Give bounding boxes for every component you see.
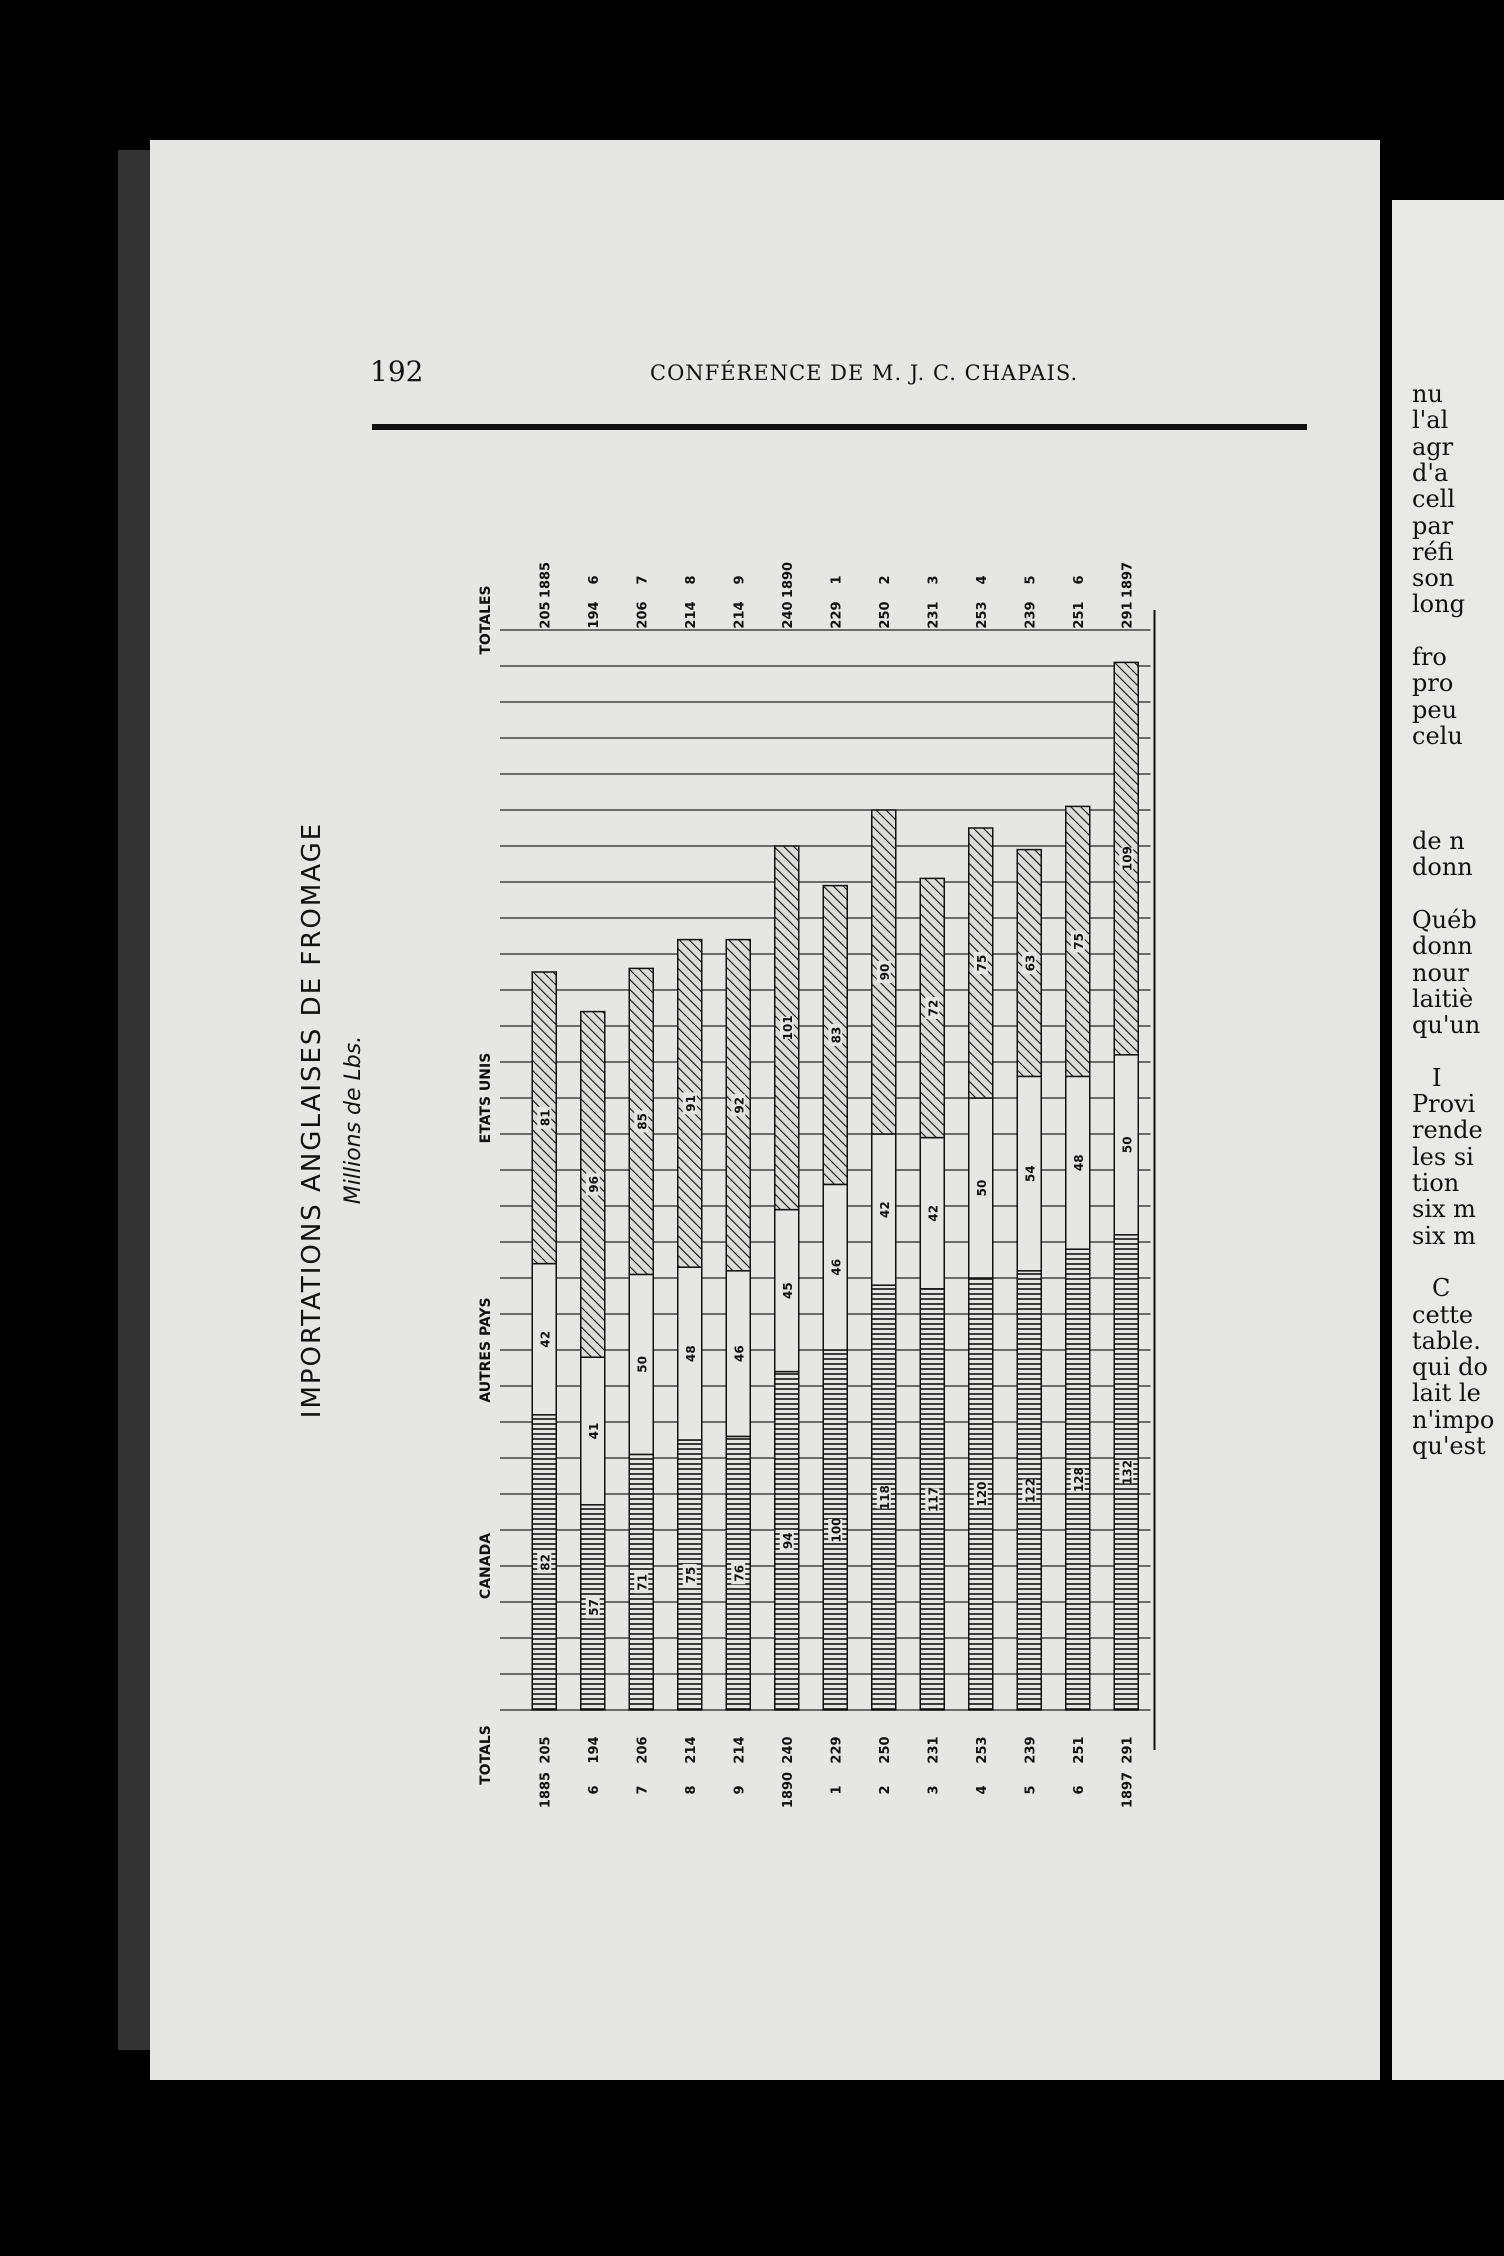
data-label: 109 bbox=[1120, 846, 1135, 872]
facing-page-line: six m bbox=[1412, 1221, 1476, 1250]
data-label: 101 bbox=[780, 1015, 795, 1041]
header-rule bbox=[372, 424, 1307, 430]
category-label: 1 bbox=[829, 575, 845, 585]
cheese-imports-chart bbox=[297, 470, 1310, 1930]
category-label: 4 bbox=[974, 575, 990, 585]
data-label: 117 bbox=[926, 1486, 941, 1512]
facing-page-line: qu'est bbox=[1412, 1432, 1486, 1460]
facing-page-line: table. bbox=[1412, 1326, 1481, 1355]
total-label: 214 bbox=[732, 601, 748, 629]
data-label: 96 bbox=[586, 1176, 601, 1193]
category-label: 9 bbox=[732, 1785, 748, 1795]
data-label: 72 bbox=[926, 999, 941, 1017]
facing-page-line: I bbox=[1432, 1063, 1442, 1092]
total-label: 253 bbox=[974, 601, 990, 629]
total-label: 250 bbox=[877, 1736, 893, 1764]
facing-page-line: réfi bbox=[1412, 537, 1454, 566]
facing-page-line: long bbox=[1412, 590, 1465, 619]
total-label: 229 bbox=[829, 601, 845, 629]
chart-title: IMPORTATIONS ANGLAISES DE FROMAGE bbox=[297, 821, 327, 1419]
data-label: 75 bbox=[1071, 933, 1086, 950]
data-label: 63 bbox=[1023, 954, 1038, 972]
total-label: 239 bbox=[1023, 601, 1039, 629]
data-label: 42 bbox=[926, 1204, 941, 1222]
category-label: 8 bbox=[683, 1785, 699, 1795]
total-label: 291 bbox=[1120, 601, 1136, 629]
column-header: TOTALES bbox=[478, 585, 494, 655]
data-label: 42 bbox=[538, 1330, 553, 1348]
facing-page-line: cette bbox=[1412, 1300, 1474, 1329]
data-label: 120 bbox=[974, 1481, 989, 1507]
facing-page-line: son bbox=[1412, 564, 1455, 593]
data-label: 132 bbox=[1120, 1459, 1135, 1485]
category-label: 3 bbox=[926, 1785, 942, 1795]
data-label: 91 bbox=[683, 1095, 698, 1112]
category-label: 1897 bbox=[1120, 561, 1136, 599]
data-label: 46 bbox=[829, 1258, 844, 1276]
facing-page-line: donn bbox=[1412, 932, 1473, 961]
total-label: 253 bbox=[974, 1736, 990, 1764]
total-label: 239 bbox=[1023, 1736, 1039, 1764]
facing-page-line: les si bbox=[1412, 1142, 1474, 1171]
data-label: 81 bbox=[538, 1109, 553, 1127]
category-label: 1885 bbox=[538, 1771, 554, 1809]
category-label: 9 bbox=[732, 575, 748, 585]
category-label: 6 bbox=[586, 1785, 602, 1795]
data-label: 50 bbox=[1120, 1136, 1135, 1154]
data-label: 54 bbox=[1023, 1165, 1038, 1182]
data-label: 71 bbox=[635, 1573, 650, 1591]
total-label: 214 bbox=[683, 1736, 699, 1764]
total-label: 240 bbox=[780, 601, 796, 629]
data-label: 122 bbox=[1023, 1477, 1038, 1503]
total-label: 240 bbox=[780, 1736, 796, 1764]
facing-page-line: qui do bbox=[1412, 1353, 1488, 1382]
category-label: 6 bbox=[1071, 1785, 1087, 1795]
category-label: 3 bbox=[926, 575, 942, 585]
facing-page-line: Provi bbox=[1412, 1090, 1476, 1119]
total-label: 205 bbox=[538, 601, 554, 629]
category-label: 7 bbox=[635, 1785, 651, 1795]
running-head: CONFÉRENCE DE M. J. C. CHAPAIS. bbox=[650, 361, 1079, 385]
facing-page-line: Québ bbox=[1412, 906, 1477, 934]
data-label: 45 bbox=[780, 1282, 795, 1299]
category-label: 5 bbox=[1023, 575, 1039, 585]
total-label: 251 bbox=[1071, 601, 1087, 629]
data-label: 42 bbox=[877, 1201, 892, 1218]
chart-area bbox=[297, 470, 1310, 1930]
data-label: 57 bbox=[586, 1599, 601, 1616]
data-label: 48 bbox=[683, 1345, 698, 1362]
data-label: 76 bbox=[732, 1564, 747, 1582]
category-label: 2 bbox=[877, 1785, 893, 1795]
total-label: 194 bbox=[586, 1736, 602, 1764]
category-label: 5 bbox=[1023, 1785, 1039, 1795]
category-label: 1897 bbox=[1120, 1771, 1136, 1809]
data-label: 75 bbox=[683, 1566, 698, 1584]
category-label: 1890 bbox=[780, 561, 796, 599]
data-label: 75 bbox=[974, 954, 989, 972]
facing-page-line: l'al bbox=[1412, 406, 1449, 435]
column-header: AUTRES PAYS bbox=[478, 1297, 494, 1403]
total-label: 214 bbox=[732, 1736, 748, 1764]
total-label: 231 bbox=[926, 601, 942, 629]
data-label: 85 bbox=[635, 1113, 650, 1130]
total-label: 231 bbox=[926, 1736, 942, 1764]
facing-page-line: rende bbox=[1412, 1116, 1483, 1145]
facing-page-line: nour bbox=[1412, 958, 1469, 987]
category-label: 2 bbox=[877, 575, 893, 585]
facing-page-line: fro bbox=[1412, 643, 1447, 671]
data-label: 82 bbox=[538, 1554, 553, 1571]
total-label: 206 bbox=[635, 1736, 651, 1764]
data-label: 92 bbox=[732, 1096, 747, 1114]
facing-page-line: lait le bbox=[1412, 1379, 1481, 1408]
data-label: 48 bbox=[1071, 1154, 1086, 1172]
column-header: CANADA bbox=[478, 1532, 494, 1600]
total-label: 250 bbox=[877, 601, 893, 629]
facing-page-line: qu'un bbox=[1412, 1011, 1481, 1040]
total-label: 205 bbox=[538, 1736, 554, 1764]
category-label: 6 bbox=[586, 575, 602, 585]
data-label: 46 bbox=[732, 1345, 747, 1362]
data-label: 41 bbox=[586, 1422, 601, 1440]
category-label: 1 bbox=[829, 1785, 845, 1795]
facing-page-line: de n bbox=[1412, 827, 1465, 856]
data-label: 94 bbox=[780, 1532, 795, 1550]
data-label: 118 bbox=[877, 1485, 892, 1511]
total-label: 229 bbox=[829, 1736, 845, 1764]
totals-label: TOTALS bbox=[478, 1725, 494, 1785]
total-label: 214 bbox=[683, 601, 699, 629]
category-label: 7 bbox=[635, 575, 651, 585]
page-number: 192 bbox=[370, 355, 424, 388]
data-label: 90 bbox=[877, 963, 892, 981]
facing-page-line: cell bbox=[1412, 485, 1455, 514]
total-label: 206 bbox=[635, 601, 651, 629]
data-label: 50 bbox=[974, 1179, 989, 1197]
facing-page-line: donn bbox=[1412, 853, 1473, 882]
facing-page-line: agr bbox=[1412, 432, 1454, 461]
facing-page-line: d'a bbox=[1412, 458, 1449, 487]
facing-page-line: laitiè bbox=[1412, 984, 1474, 1013]
facing-page-line: six m bbox=[1412, 1195, 1476, 1224]
facing-page-line: n'impo bbox=[1412, 1405, 1495, 1434]
facing-page-line: tion bbox=[1412, 1169, 1460, 1197]
chart-subtitle: Millions de Lbs. bbox=[341, 1035, 366, 1205]
data-label: 50 bbox=[635, 1356, 650, 1373]
category-label: 8 bbox=[683, 575, 699, 585]
facing-page-line: nu bbox=[1412, 380, 1443, 408]
category-label: 6 bbox=[1071, 575, 1087, 585]
total-label: 194 bbox=[586, 601, 602, 629]
total-label: 291 bbox=[1120, 1736, 1136, 1764]
data-label: 83 bbox=[829, 1026, 844, 1044]
facing-page-line: pro bbox=[1412, 669, 1454, 698]
total-label: 251 bbox=[1071, 1736, 1087, 1764]
category-label: 1885 bbox=[538, 561, 554, 599]
facing-page-line: peu bbox=[1412, 695, 1458, 724]
column-header: ETATS UNIS bbox=[478, 1052, 494, 1144]
data-label: 128 bbox=[1071, 1467, 1086, 1493]
page-header bbox=[370, 355, 1310, 395]
category-label: 1890 bbox=[780, 1771, 796, 1809]
facing-page-line: celu bbox=[1412, 721, 1463, 750]
facing-page-line: par bbox=[1412, 511, 1454, 540]
facing-page-line: C bbox=[1432, 1274, 1451, 1303]
data-label: 100 bbox=[829, 1517, 844, 1543]
category-label: 4 bbox=[974, 1785, 990, 1795]
facing-page bbox=[1392, 200, 1504, 2080]
